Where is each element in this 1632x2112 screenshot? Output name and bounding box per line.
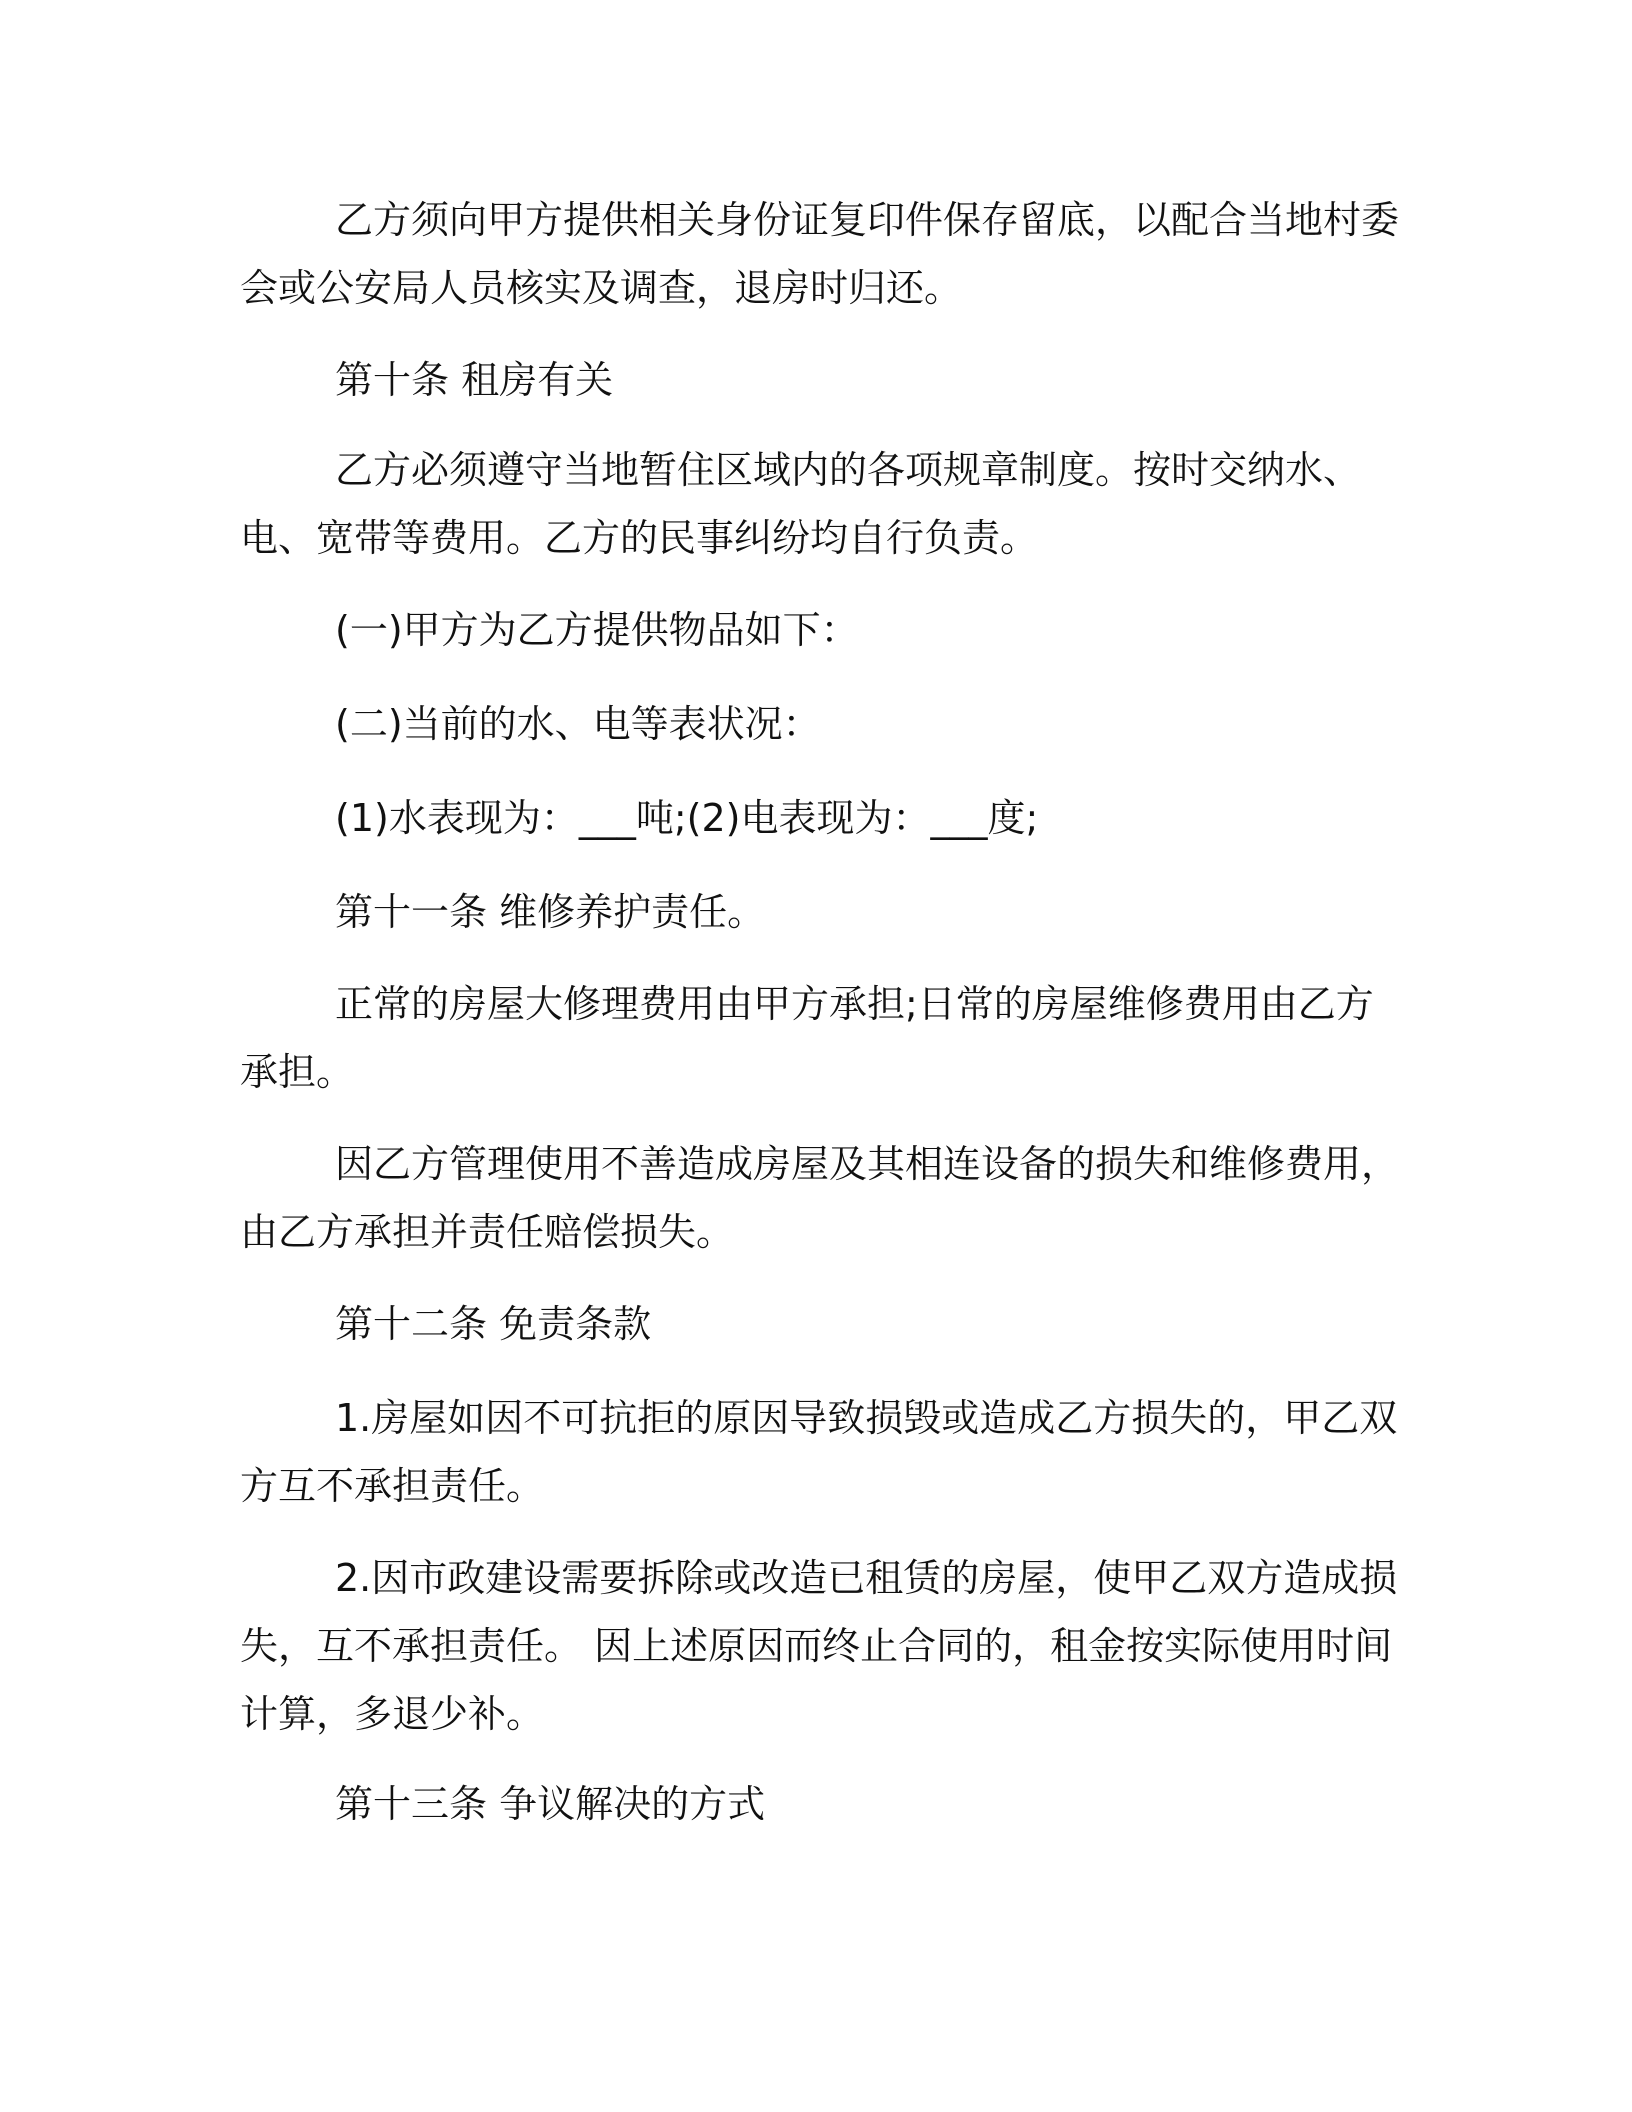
paragraph-items-provided: (一)甲方为乙方提供物品如下： xyxy=(335,608,859,652)
paragraph-regulations: 乙方必须遵守当地暂住区域内的各项规章制度。按时交纳水、电、宽带等费用。乙方的民事纠纷均自行负责。 xyxy=(240,448,1362,560)
heading-article-10: 第十条 租房有关 xyxy=(335,358,614,402)
paragraph-force-majeure: 1.房屋如因不可抗拒的原因导致损毁或造成乙方损失的，甲乙双方互不承担责任。 xyxy=(240,1396,1398,1508)
heading-article-12: 第十二条 免责条款 xyxy=(335,1302,652,1346)
paragraph-damage-liability: 因乙方管理使用不善造成房屋及其相连设备的损失和维修费用，由乙方承担并责任赔偿损失。 xyxy=(240,1142,1400,1254)
paragraph-meter-readings: (1)水表现为：___吨;(2)电表现为：___度; xyxy=(335,796,1039,840)
heading-article-13: 第十三条 争议解决的方式 xyxy=(335,1782,766,1826)
paragraph-municipal-demolition: 2.因市政建设需要拆除或改造已租赁的房屋，使甲乙双方造成损失，互不承担责任。 因上述原因而终止合同的，租金按实际使用时间计算，多退少补。 xyxy=(240,1556,1398,1736)
paragraph-meter-status: (二)当前的水、电等表状况： xyxy=(335,702,821,746)
paragraph-id-copy: 乙方须向甲方提供相关身份证复印件保存留底，以配合当地村委会或公安局人员核实及调查，退房时归还。 xyxy=(240,198,1400,310)
paragraph-repair-costs: 正常的房屋大修理费用由甲方承担;日常的房屋维修费用由乙方承担。 xyxy=(240,982,1374,1094)
heading-article-11: 第十一条 维修养护责任。 xyxy=(335,890,766,934)
